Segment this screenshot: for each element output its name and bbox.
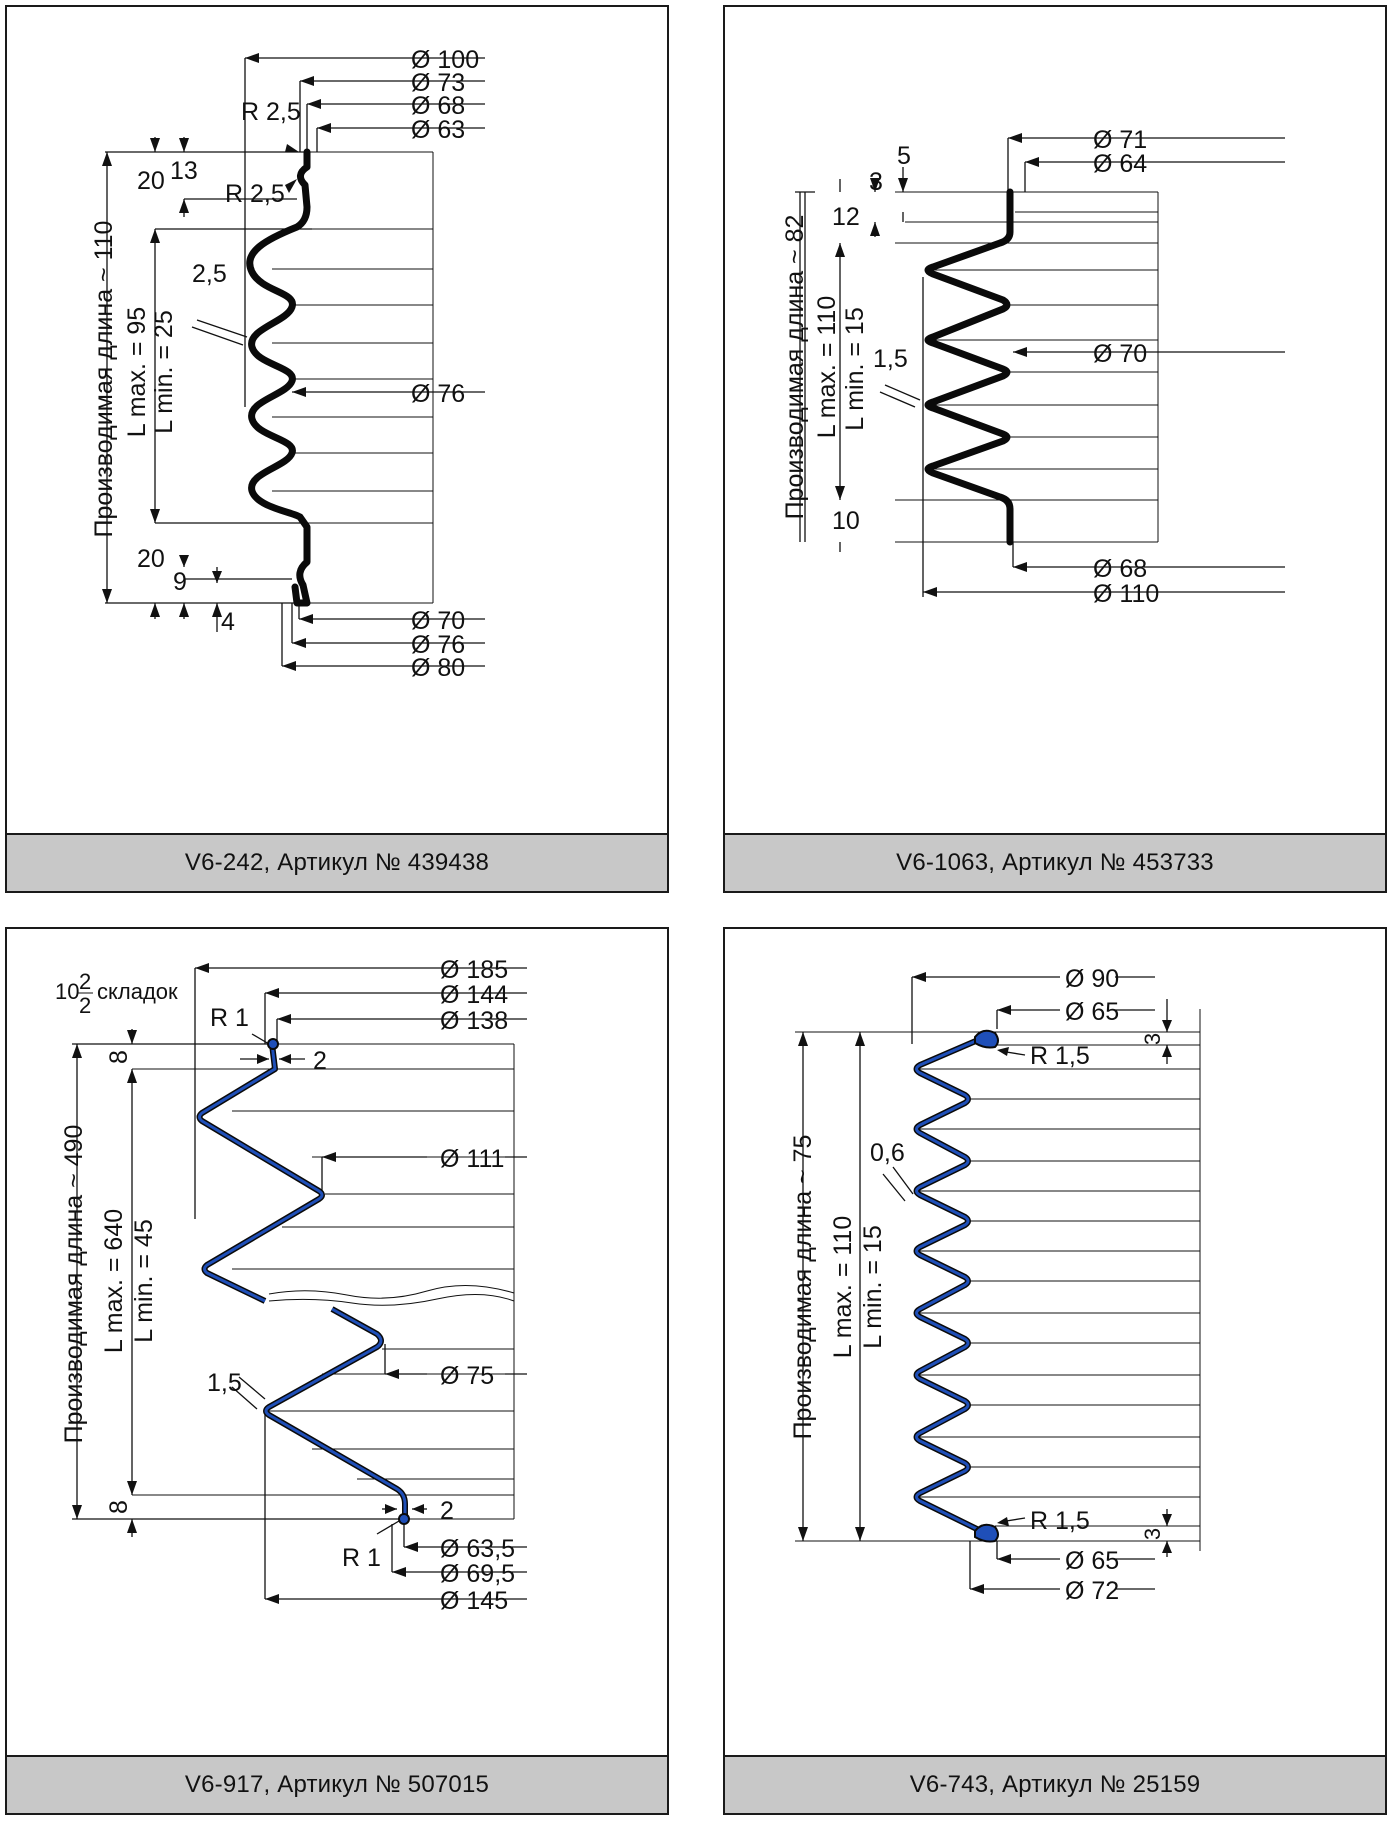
dim-r1-bottom: R 1 xyxy=(342,1544,381,1572)
dim-h3-bottom: 3 xyxy=(1140,1527,1165,1541)
drawing-panel-v6-242 xyxy=(5,5,669,893)
dim-d75: Ø 75 xyxy=(440,1362,495,1390)
dim-d76-bottom: Ø 76 xyxy=(411,631,466,659)
dim-h20-top: 20 xyxy=(137,167,165,195)
dim-h5: 5 xyxy=(897,142,911,170)
dim-h9: 9 xyxy=(173,568,187,596)
bellows-drawing-v6-1063 xyxy=(725,7,1385,837)
folds-fraction-top: 2 xyxy=(79,969,92,994)
dim-h12: 12 xyxy=(832,203,860,231)
dim-wall-thickness: 1,5 xyxy=(873,345,908,373)
dim-width-bottom: 2 xyxy=(440,1497,454,1525)
l-max: L max. = 110 xyxy=(829,1215,857,1359)
dim-r1-top: R 1 xyxy=(210,1004,249,1032)
produced-length: Производимая длина ~ 75 xyxy=(789,1134,817,1440)
dim-r15-top: R 1,5 xyxy=(1030,1042,1090,1070)
dim-d185: Ø 185 xyxy=(440,956,509,984)
dim-d68: Ø 68 xyxy=(411,92,466,120)
dim-h3-top: 3 xyxy=(1140,1032,1165,1046)
dim-d65-bottom: Ø 65 xyxy=(1065,1547,1120,1575)
bellows-profile xyxy=(250,152,307,603)
l-min: L min. = 15 xyxy=(859,1225,887,1349)
dim-wall-thickness: 0,6 xyxy=(870,1139,905,1167)
dim-r25-groove: R 2,5 xyxy=(225,180,285,208)
dim-d63: Ø 63 xyxy=(411,116,466,144)
l-max: L max. = 640 xyxy=(100,1208,128,1354)
dim-d68: Ø 68 xyxy=(1093,555,1148,583)
dim-d144: Ø 144 xyxy=(440,981,509,1009)
drawing-panel-v6-1063 xyxy=(723,5,1387,893)
dim-h20-bottom: 20 xyxy=(137,545,165,573)
dim-d90: Ø 90 xyxy=(1065,965,1120,993)
panel-caption: V6-1063, Артикул № 453733 xyxy=(725,833,1385,891)
bellows-drawing-v6-743 xyxy=(725,929,1385,1759)
bellows-profile xyxy=(928,192,1010,542)
dim-wall-thickness: 1,5 xyxy=(207,1369,242,1397)
dim-h4: 4 xyxy=(221,608,235,636)
l-min: L min. = 15 xyxy=(841,307,869,431)
bellows-profile xyxy=(917,1031,999,1542)
dim-r25-top: R 2,5 xyxy=(241,98,301,126)
dim-d110: Ø 110 xyxy=(1093,580,1160,608)
dim-d695: Ø 69,5 xyxy=(440,1560,516,1588)
folds-count: 10 xyxy=(55,979,80,1004)
panel-caption: V6-743, Артикул № 25159 xyxy=(725,1755,1385,1813)
dim-d65-top: Ø 65 xyxy=(1065,998,1120,1026)
dim-d76-mid: Ø 76 xyxy=(411,380,466,408)
l-max: L max. = 110 xyxy=(813,295,841,439)
dim-d72: Ø 72 xyxy=(1065,1577,1120,1605)
folds-word: складок xyxy=(97,979,178,1004)
bellows-drawing-v6-242 xyxy=(7,7,667,837)
dim-d73: Ø 73 xyxy=(411,69,466,97)
dim-d111: Ø 111 xyxy=(440,1145,505,1173)
produced-length: Производимая длина ~ 490 xyxy=(60,1124,88,1444)
drawing-panel-v6-743 xyxy=(723,927,1387,1815)
dim-d64: Ø 64 xyxy=(1093,150,1148,178)
l-min: L min. = 45 xyxy=(130,1219,158,1343)
dim-r15-bottom: R 1,5 xyxy=(1030,1507,1090,1535)
panel-caption: V6-917, Артикул № 507015 xyxy=(7,1755,667,1813)
dim-d70: Ø 70 xyxy=(411,607,466,635)
l-max: L max. = 95 xyxy=(123,306,151,438)
folds-fraction-bottom: 2 xyxy=(79,993,92,1018)
dim-h3: 3 xyxy=(869,168,883,196)
dim-h8-bottom: 8 xyxy=(105,1500,133,1514)
dim-d145: Ø 145 xyxy=(440,1587,509,1615)
produced-length: Производимая длина ~ 110 xyxy=(90,220,118,538)
dim-d100: Ø 100 xyxy=(411,46,480,74)
dim-h8-top: 8 xyxy=(105,1050,133,1064)
dim-d635: Ø 63,5 xyxy=(440,1535,516,1563)
dim-d138: Ø 138 xyxy=(440,1007,509,1035)
dim-wall-thickness: 2,5 xyxy=(192,260,227,288)
bellows-profile xyxy=(200,1039,410,1524)
panel-caption: V6-242, Артикул № 439438 xyxy=(7,833,667,891)
dim-d71: Ø 71 xyxy=(1093,126,1148,154)
l-min: L min. = 25 xyxy=(150,310,178,434)
dim-width-top: 2 xyxy=(313,1047,327,1075)
bellows-drawing-v6-917 xyxy=(7,929,667,1759)
dim-d70: Ø 70 xyxy=(1093,340,1148,368)
dim-h10: 10 xyxy=(832,507,860,535)
dim-d80: Ø 80 xyxy=(411,654,466,682)
produced-length: Производимая длина ~ 82 xyxy=(781,214,809,520)
drawing-panel-v6-917 xyxy=(5,927,669,1815)
dim-h13: 13 xyxy=(170,157,198,185)
